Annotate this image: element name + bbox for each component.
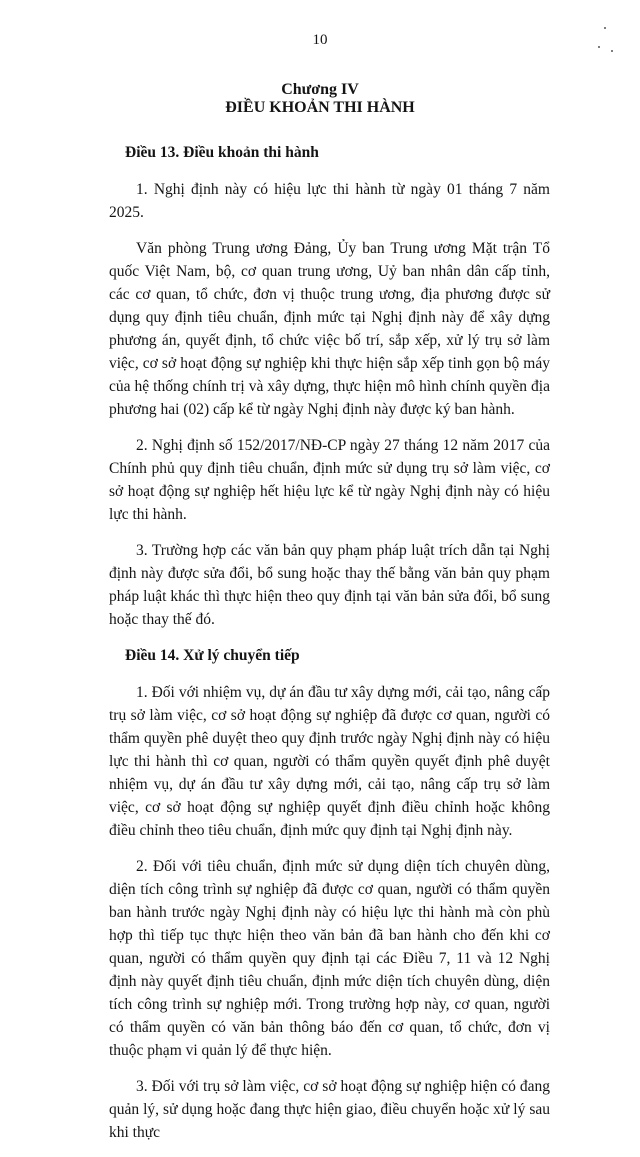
paragraph: 1. Đối với nhiệm vụ, dự án đầu tư xây dựng mới, cải tạo, nâng cấp trụ sở làm việc, cơ sở hoạt động sự nghiệp đã được cơ quan, người có thẩm quyền phê duyệt theo quy định trước ngày Nghị định này có hiệu lực thi hành thì cơ quan, người có thẩm quyền quyết định phê duyệt nhiệm vụ, dự án đầu tư xây dựng mới, cải tạo, nâng cấp trụ sở làm việc, cơ sở hoạt động sự nghiệp quyết định điều chỉnh hoặc không điều chỉnh theo tiêu chuẩn, định mức quy định tại Nghị định này. — [109, 684, 550, 839]
paragraph: 1. Nghị định này có hiệu lực thi hành từ ngày 01 tháng 7 năm 2025. — [109, 181, 550, 221]
chapter-label: Chương IV — [281, 81, 359, 98]
article-13 — [109, 141, 550, 631]
paragraph: Văn phòng Trung ương Đảng, Ủy ban Trung ương Mặt trận Tổ quốc Việt Nam, bộ, cơ quan trung ương, Uỷ ban nhân dân cấp tỉnh, các cơ quan, tổ chức, đơn vị thuộc trung ương, địa phương được sử dụng quy định tiêu chuẩn, định mức tại Nghị định này để xây dựng phương án, quyết định, tổ chức việc bố trí, sắp xếp, xử lý trụ sở làm việc, cơ sở hoạt động sự nghiệp khi thực hiện sắp xếp tinh gọn bộ máy của hệ thống chính trị và xây dựng, thực hiện mô hình chính quyền địa phương hai (02) cấp kể từ ngày Nghị định này được ký ban hành. — [109, 240, 550, 418]
paragraph: 3. Đối với trụ sở làm việc, cơ sở hoạt động sự nghiệp hiện có đang quản lý, sử dụng hoặc đang thực hiện giao, điều chuyển hoặc xử lý sau khi thực — [109, 1078, 550, 1141]
paragraph: 3. Trường hợp các văn bản quy phạm pháp luật trích dẫn tại Nghị định này được sửa đổi, bổ sung hoặc thay thế bằng văn bản quy phạm pháp luật khác thì thực hiện theo quy định tại văn bản sửa đổi, bổ sung hoặc thay thế đó. — [109, 542, 550, 628]
paragraph: 2. Đối với tiêu chuẩn, định mức sử dụng diện tích chuyên dùng, diện tích công trình sự nghiệp đã được cơ quan, người có thẩm quyền ban hành trước ngày Nghị định này có hiệu lực thi hành mà còn phù hợp thì tiếp tục thực hiện theo văn bản đã ban hành cho đến khi cơ quan, người có thẩm quyền quy định tại các Điều 7, 11 và 12 Nghị định này quyết định tiêu chuẩn, định mức diện tích chuyên dùng, diện tích công trình sự nghiệp mới. Trong trường hợp này, cơ quan, người có thẩm quyền có văn bản thông báo đến cơ quan, tổ chức, đơn vị thuộc phạm vi quản lý để thực hiện. — [109, 858, 550, 1059]
paragraph: 2. Nghị định số 152/2017/NĐ-CP ngày 27 tháng 12 năm 2017 của Chính phủ quy định tiêu chuẩn, định mức sử dụng trụ sở làm việc, cơ sở hoạt động sự nghiệp hết hiệu lực kể từ ngày Nghị định này có hiệu lực thi hành. — [109, 437, 550, 523]
article-heading: Điều 14. Xử lý chuyển tiếp — [125, 647, 300, 664]
scan-speck — [611, 50, 613, 52]
scan-speck — [598, 46, 600, 48]
article-14 — [109, 644, 550, 1144]
chapter-title: ĐIỀU KHOẢN THI HÀNH — [225, 99, 415, 116]
chapter-header — [0, 81, 640, 117]
scan-speck — [604, 27, 606, 29]
article-heading: Điều 13. Điều khoản thi hành — [125, 144, 319, 161]
page-number: 10 — [312, 32, 328, 48]
document-body — [109, 141, 550, 1157]
